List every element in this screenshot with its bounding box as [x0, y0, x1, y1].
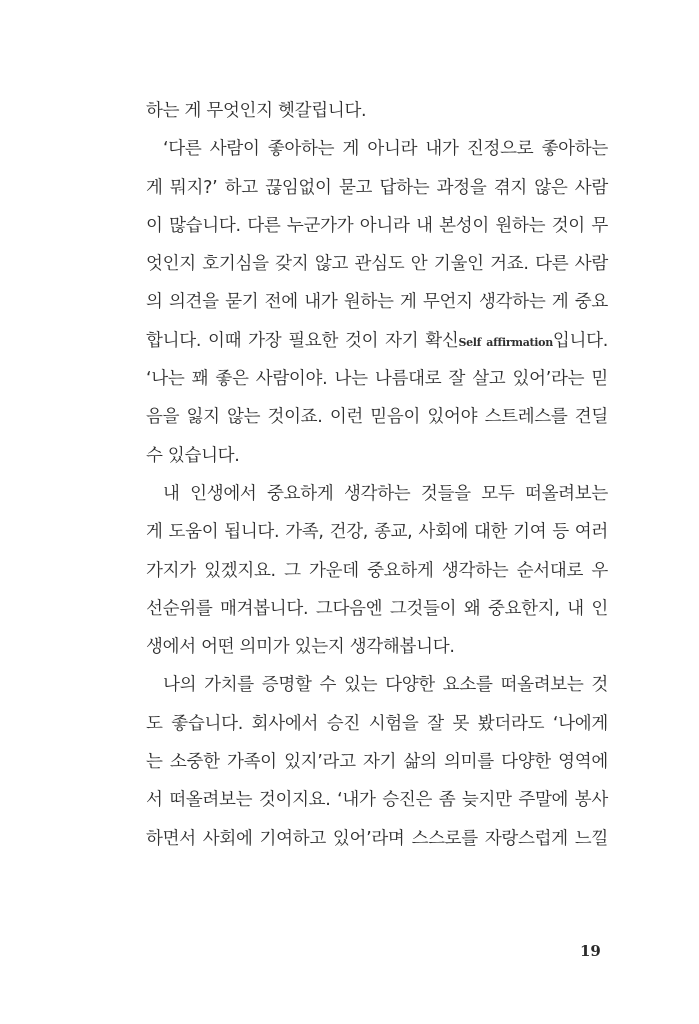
- text-line: 내 인생에서 중요하게 생각하는 것들을 모두 떠올려보는: [163, 483, 608, 504]
- text-line: 게 뭐지?’ 하고 끊임없이 묻고 답하는 과정을 겪지 않은 사람: [146, 177, 608, 198]
- text-line: 는 소중한 가족이 있지’라고 자기 삶의 의미를 다양한 영역에: [146, 752, 608, 773]
- text-line: 음을 잃지 않는 것이죠. 이런 믿음이 있어야 스트레스를 견딜: [146, 407, 608, 428]
- english-term: Self affirmation: [458, 335, 553, 349]
- text-line: 수 있습니다.: [146, 445, 240, 466]
- text-line-with-english: [146, 322, 608, 360]
- text-line: 게 도움이 됩니다. 가족, 건강, 종교, 사회에 대한 기여 등 여러: [146, 522, 608, 543]
- text-line: 선순위를 매겨봅니다. 그다음엔 그것들이 왜 중요한지, 내 인: [146, 598, 608, 619]
- text-line: 이 많습니다. 다른 누군가가 아니라 내 본성이 원하는 것이 무: [146, 215, 608, 236]
- body-text: [146, 92, 608, 858]
- text-line: 나의 가치를 증명할 수 있는 다양한 요소를 떠올려보는 것: [163, 675, 608, 696]
- text-line: 서 떠올려보는 것이지요. ‘내가 승진은 좀 늦지만 주말에 봉사: [146, 790, 608, 811]
- text-line: 하면서 사회에 기여하고 있어’라며 스스로를 자랑스럽게 느낄: [146, 828, 608, 849]
- text-line: 도 좋습니다. 회사에서 승진 시험을 잘 못 봤더라도 ‘나에게: [146, 713, 608, 734]
- text-line: ‘다른 사람이 좋아하는 게 아니라 내가 진정으로 좋아하는: [163, 139, 608, 160]
- text-segment: 합니다. 이때 가장 필요한 것이 자기 확신: [146, 330, 459, 351]
- text-segment: 입니다.: [552, 330, 608, 351]
- text-line: 가지가 있겠지요. 그 가운데 중요하게 생각하는 순서대로 우: [146, 560, 608, 581]
- text-line: 엇인지 호기심을 갖지 않고 관심도 안 기울인 거죠. 다른 사람: [146, 254, 608, 275]
- text-line: 의 의견을 묻기 전에 내가 원하는 게 무언지 생각하는 게 중요: [146, 292, 608, 313]
- text-line: 하는 게 무엇인지 헷갈립니다.: [146, 101, 367, 121]
- text-line: 생에서 어떤 의미가 있는지 생각해봅니다.: [146, 637, 455, 658]
- page-number: 19: [580, 942, 601, 960]
- text-line: ‘나는 꽤 좋은 사람이야. 나는 나름대로 잘 살고 있어’라는 믿: [146, 369, 608, 390]
